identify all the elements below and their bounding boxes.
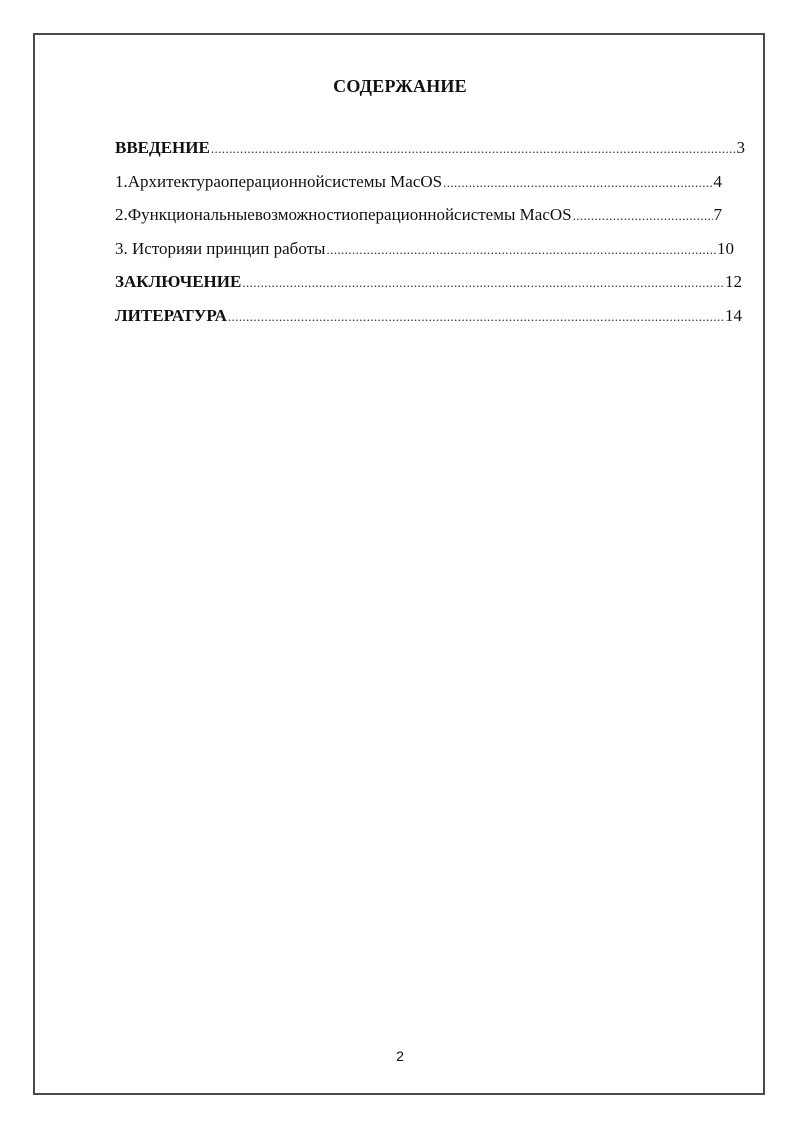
toc-entry-introduction[interactable] (115, 138, 745, 172)
toc-leader-dots (326, 242, 716, 258)
table-of-contents (115, 138, 745, 339)
toc-entry-architecture[interactable] (115, 172, 722, 206)
toc-entry-conclusion[interactable] (115, 272, 742, 306)
toc-leader-dots (242, 275, 724, 291)
toc-entry-label: ВВЕДЕНИЕ (115, 138, 210, 157)
toc-entry-page: 10 (717, 238, 734, 258)
toc-title: СОДЕРЖАНИЕ (333, 76, 467, 96)
toc-entry-page: 3 (736, 138, 745, 157)
toc-entry-label: 1.Архитектураоперационнойсистемы MacOS (115, 171, 443, 191)
toc-entry-functionality[interactable] (115, 205, 722, 239)
toc-entry-label: 3. Историяи принцип работы (115, 238, 326, 258)
toc-entry-page: 7 (713, 205, 722, 224)
toc-entry-page: 4 (713, 171, 722, 191)
toc-entry-page: 14 (725, 305, 742, 325)
toc-entry-page: 12 (725, 272, 742, 291)
toc-entry-label: ЛИТЕРАТУРА (115, 305, 227, 325)
toc-leader-dots (228, 309, 724, 325)
toc-leader-dots (211, 141, 736, 157)
toc-entry-literature[interactable] (115, 306, 742, 340)
toc-entry-label: 2.Функциональныевозможностиоперационнойсистемы MacOS (115, 205, 572, 224)
page-number: 2 (396, 1048, 404, 1064)
toc-entry-label: ЗАКЛЮЧЕНИЕ (115, 272, 242, 291)
toc-leader-dots (573, 208, 713, 224)
toc-leader-dots (443, 175, 712, 191)
toc-entry-history[interactable] (115, 239, 734, 273)
